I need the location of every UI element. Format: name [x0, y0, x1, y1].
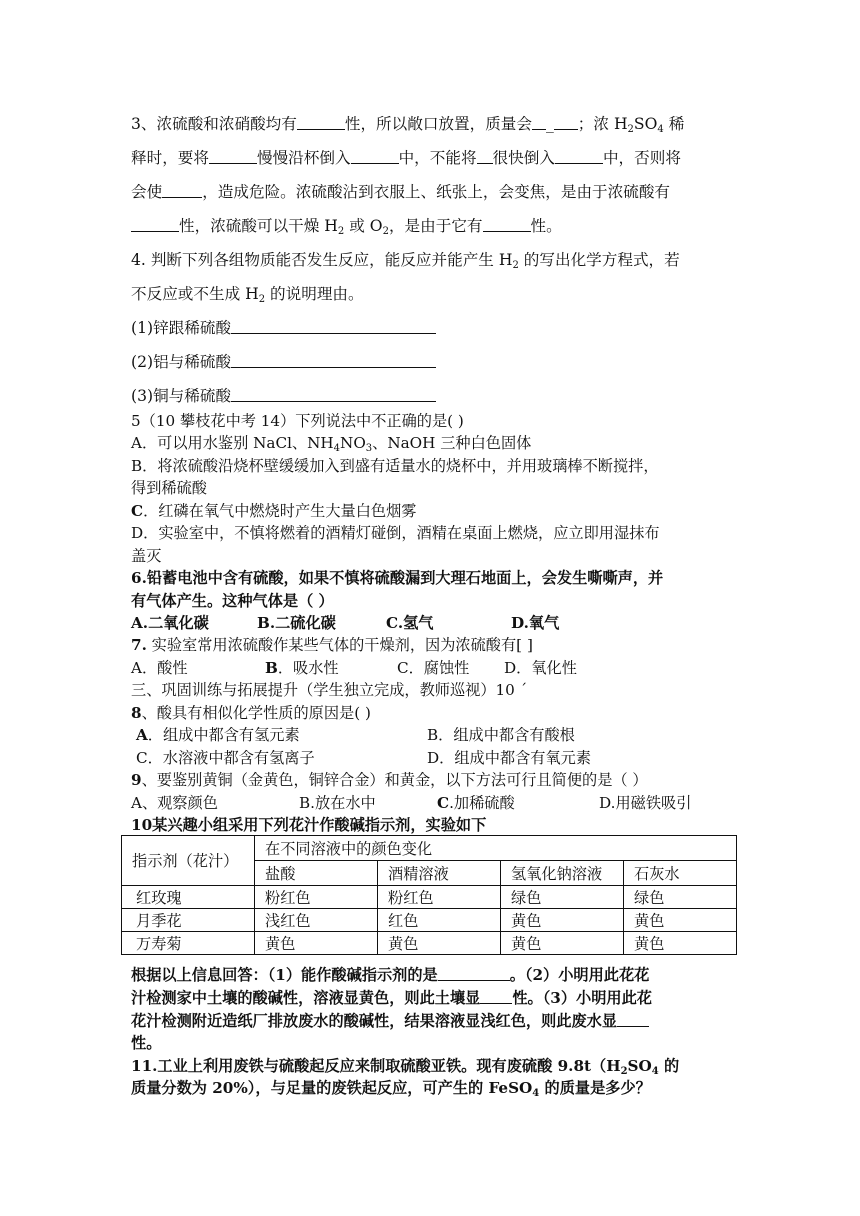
q10-answer-line-4: 性。 — [131, 1034, 162, 1052]
q8-stem — [131, 702, 371, 723]
column-header: 石灰水 — [624, 861, 737, 886]
q3-line-2 — [131, 146, 681, 168]
answer-blank — [209, 150, 257, 164]
text: 不反应或不生成 H — [131, 285, 259, 303]
text: ，是由于它有 — [388, 217, 483, 235]
option-c: .加稀硫酸 — [449, 794, 515, 812]
text: _ — [546, 115, 554, 133]
table-cell: 黄色 — [255, 932, 378, 955]
subscript: 2 — [337, 226, 345, 237]
answer-blank — [231, 388, 436, 402]
q10-title: 10某兴趣小组采用下列花汁作酸碱指示剂，实验如下 — [131, 816, 487, 834]
text: 很快倒入 — [492, 149, 555, 167]
table-cell: 黄色 — [501, 909, 624, 932]
q9-stem — [131, 769, 648, 790]
answer-blank — [231, 354, 436, 368]
q7-stem — [131, 634, 533, 655]
option-label: A — [136, 726, 148, 744]
subscript: 2 — [627, 124, 634, 135]
option-c: C．水溶液中都含有氢离子 — [136, 749, 315, 767]
subscript: 2 — [258, 294, 266, 305]
subscript: 4 — [333, 443, 341, 454]
text: 的写出化学方程式，若 — [518, 251, 680, 269]
answer-blank — [480, 990, 512, 1004]
q11-line-2 — [131, 1077, 651, 1098]
section-heading: 三、巩固训练与拓展提升（学生独立完成，教师巡视）10 ˊ — [131, 681, 528, 699]
option-c: C．腐蚀性 — [397, 659, 470, 677]
table-row — [122, 886, 737, 909]
option-a: A、观察颜色 — [131, 794, 218, 812]
q3-line-1 — [131, 112, 684, 134]
text: 性。 — [530, 217, 562, 235]
q5-option-b-line-2: 得到稀硫酸 — [131, 479, 207, 497]
text: SO — [627, 1057, 652, 1075]
q5-option-b-line-1: B．将浓硫酸沿烧杯壁缓缓加入到盛有适量水的烧杯中，并用玻璃棒不断搅拌， — [131, 457, 659, 475]
text: (3)铜与稀硫酸 — [131, 387, 232, 405]
text: 性。（3）小明用此花 — [512, 989, 652, 1007]
text: 会使 — [131, 183, 163, 201]
q6-options — [131, 612, 560, 633]
row-name: 红玫瑰 — [122, 886, 255, 909]
subscript: 3 — [365, 443, 373, 454]
option-a: A．酸性 — [131, 659, 188, 677]
option-b: B.二硫化碳 — [257, 614, 336, 632]
option-a: ．组成中都含有氢元素 — [147, 726, 300, 744]
q5-option-a — [131, 432, 531, 453]
q5-option-c — [131, 500, 416, 521]
answer-blank — [162, 184, 202, 198]
option-d: D.用磁铁吸引 — [599, 794, 692, 812]
text: ，造成危险。浓硫酸沾到衣服上、纸张上，会变焦，是由于浓硫酸有 — [202, 183, 671, 201]
column-header: 盐酸 — [255, 861, 378, 886]
text: 中，否则将 — [602, 149, 681, 167]
text: 的 — [658, 1057, 680, 1075]
table-cell: 黄色 — [501, 932, 624, 955]
text: 3、浓硫酸和浓硝酸均有 — [131, 115, 297, 133]
text: 汁检测家中土壤的酸碱性，溶液显黄色，则此土壤显 — [131, 989, 481, 1007]
q6-line-2: 有气体产生。这种气体是（ ） — [131, 592, 334, 610]
text: 、酸具有相似化学性质的原因是( ) — [141, 704, 371, 722]
q11-line-1 — [131, 1055, 679, 1076]
option-c: C.氢气 — [386, 614, 434, 632]
text: 、要鉴别黄铜（金黄色，铜锌合金）和黄金，以下方法可行且简便的是（ ） — [141, 771, 648, 789]
text: (1)锌跟稀硫酸 — [131, 319, 232, 337]
q9-options — [131, 792, 692, 813]
text: 性，所以敞口放置，质量会 — [344, 115, 532, 133]
subscript: 4 — [532, 1088, 540, 1099]
question-number: 8 — [131, 704, 142, 722]
text: 、NaOH 三种白色固体 — [372, 434, 532, 452]
text: 中，不能将 — [398, 149, 477, 167]
column-header: 酒精溶液 — [378, 861, 501, 886]
q4-item-3 — [131, 384, 436, 406]
answer-blank — [351, 150, 399, 164]
question-number: 7. — [131, 636, 147, 654]
text: 慢慢沿杯倒入 — [256, 149, 351, 167]
text: 实验室常用浓硫酸作某些气体的干燥剂，因为浓硫酸有[ ] — [146, 636, 533, 654]
q10-answer-line-2 — [131, 987, 652, 1008]
option-label: B — [265, 659, 278, 677]
table-cell: 粉红色 — [378, 886, 501, 909]
row-name: 月季花 — [122, 909, 255, 932]
q3-line-4 — [131, 214, 562, 236]
q4-item-2 — [131, 350, 436, 372]
option-d: D．氧化性 — [504, 659, 577, 677]
option-b: B.放在水中 — [299, 794, 376, 812]
text: 根据以上信息回答：（1）能作酸碱指示剂的是 — [131, 966, 438, 984]
group-header: 在不同溶液中的颜色变化 — [255, 836, 737, 861]
answer-blank — [554, 116, 578, 130]
option-b: ．吸水性 — [277, 659, 339, 677]
text: NO — [340, 434, 366, 452]
text: ；浓 H — [577, 115, 628, 133]
table-row — [122, 932, 737, 955]
q5-option-d-line-1: D．实验室中，不慎将燃着的酒精灯碰倒，酒精在桌面上燃烧，应立即用湿抹布 — [131, 524, 660, 542]
answer-blank — [555, 150, 603, 164]
subscript: 2 — [382, 226, 389, 237]
column-header: 氢氧化钠溶液 — [501, 861, 624, 886]
option-label: C — [131, 502, 144, 520]
table-cell: 绿色 — [501, 886, 624, 909]
table-cell: 黄色 — [378, 932, 501, 955]
text: 11.工业上利用废铁与硫酸起反应来制取硫酸亚铁。现有废硫酸 9.8t（H — [131, 1057, 621, 1075]
option-a: A.二氧化碳 — [131, 614, 209, 632]
subscript: 4 — [651, 1066, 659, 1077]
text: 稀 — [663, 115, 685, 133]
q7-options — [131, 657, 577, 678]
subscript: 2 — [512, 260, 519, 271]
answer-blank — [231, 320, 436, 334]
answer-blank — [483, 218, 531, 232]
q10-answer-line-3 — [131, 1010, 649, 1031]
q5-option-d-line-2: 盖灭 — [131, 547, 162, 565]
answer-blank — [532, 116, 546, 130]
q5-stem: 5（10 攀枝花中考 14）下列说法中不正确的是( ) — [131, 412, 464, 430]
q4-item-1 — [131, 316, 436, 338]
q6-line-1: 6.铅蓄电池中含有硫酸，如果不慎将硫酸漏到大理石地面上，会发生嘶嘶声，并 — [131, 569, 664, 587]
text: 花汁检测附近造纸厂排放废水的酸碱性，结果溶液显浅红色，则此废水显 — [131, 1012, 617, 1030]
question-number: 9 — [131, 771, 142, 789]
text: A．可以用水鉴别 NaCl、NH — [131, 434, 334, 452]
q8-row-2 — [136, 747, 592, 768]
answer-blank — [617, 1013, 649, 1027]
text: 释时，要将 — [131, 149, 209, 167]
text: (2)铝与稀硫酸 — [131, 353, 232, 371]
q8-row-1 — [136, 724, 575, 745]
text: ．红磷在氧气中燃烧时产生大量白色烟雾 — [143, 502, 417, 520]
text: 或 O — [344, 217, 383, 235]
option-d: D．组成中都含有氧元素 — [427, 749, 592, 767]
q3-line-3 — [131, 180, 670, 202]
option-label: C — [437, 794, 450, 812]
table-cell: 黄色 — [624, 932, 737, 955]
answer-blank — [477, 150, 493, 164]
q10-answer-line-1 — [131, 964, 649, 985]
text: 性，浓硫酸可以干燥 H — [179, 217, 338, 235]
text: 质量分数为 20%），与足量的废铁起反应，可产生的 FeSO — [131, 1079, 533, 1097]
subscript: 2 — [620, 1066, 628, 1077]
text: 的质量是多少？ — [539, 1079, 651, 1097]
option-d: D.氧气 — [511, 614, 560, 632]
indicator-header: 指示剂（花汁） — [122, 836, 255, 886]
indicator-table — [121, 835, 737, 955]
text: 4. 判断下列各组物质能否发生反应，能反应并能产生 H — [131, 251, 513, 269]
text: 。（2）小明用此花花 — [509, 966, 650, 984]
answer-blank — [297, 116, 345, 130]
option-b: B．组成中都含有酸根 — [427, 726, 575, 744]
table-cell: 绿色 — [624, 886, 737, 909]
table-cell: 粉红色 — [255, 886, 378, 909]
table-cell: 浅红色 — [255, 909, 378, 932]
table-row — [122, 909, 737, 932]
answer-blank — [438, 967, 510, 981]
text: SO — [633, 115, 658, 133]
text: 的说明理由。 — [265, 285, 364, 303]
q4-line-2 — [131, 282, 364, 304]
row-name: 万寿菊 — [122, 932, 255, 955]
table-cell: 红色 — [378, 909, 501, 932]
subscript: 4 — [657, 124, 664, 135]
table-header-row — [122, 836, 737, 861]
table-cell: 黄色 — [624, 909, 737, 932]
answer-blank — [131, 218, 179, 232]
q4-line-1 — [131, 248, 680, 270]
